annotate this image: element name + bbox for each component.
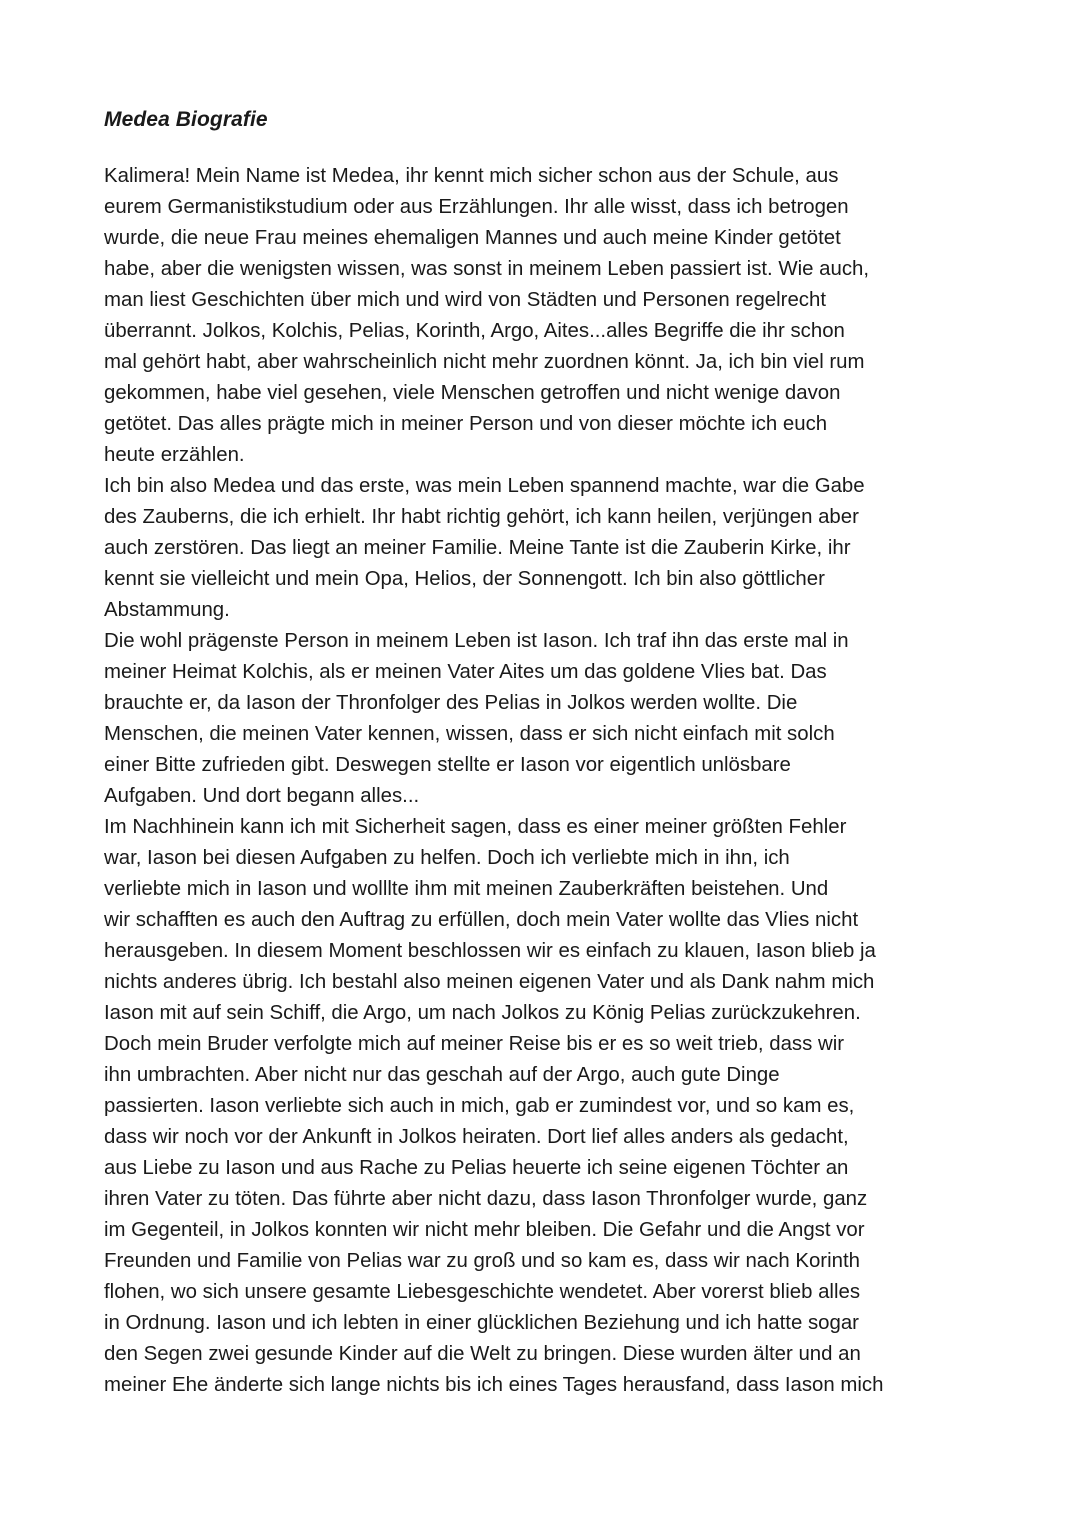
text-line: gekommen, habe viel gesehen, viele Menschen getroffen und nicht wenige davon xyxy=(104,382,841,404)
document-title: Medea Biografie xyxy=(104,108,268,131)
text-line: ihren Vater zu töten. Das führte aber nicht dazu, dass Iason Thronfolger wurde, ganz xyxy=(104,1188,868,1210)
text-line: ihn umbrachten. Aber nicht nur das geschah auf der Argo, auch gute Dinge xyxy=(104,1064,780,1086)
text-line: den Segen zwei gesunde Kinder auf die Welt zu bringen. Diese wurden älter und an xyxy=(104,1343,861,1365)
text-line: Abstammung. xyxy=(104,599,230,621)
document-page xyxy=(104,104,984,1401)
text-line: Iason mit auf sein Schiff, die Argo, um nach Jolkos zu König Pelias zurückzukehren. xyxy=(104,1002,861,1024)
text-line: meiner Ehe änderte sich lange nichts bis ich eines Tages herausfand, dass Iason mich xyxy=(104,1374,884,1396)
text-line: nichts anderes übrig. Ich bestahl also meinen eigenen Vater und als Dank nahm mich xyxy=(104,971,875,993)
text-line: eurem Germanistikstudium oder aus Erzählungen. Ihr alle wisst, dass ich betrogen xyxy=(104,196,849,218)
text-line: Die wohl prägenste Person in meinem Leben ist Iason. Ich traf ihn das erste mal in xyxy=(104,630,849,652)
text-line: auch zerstören. Das liegt an meiner Familie. Meine Tante ist die Zauberin Kirke, ihr xyxy=(104,537,851,559)
text-line: des Zauberns, die ich erhielt. Ihr habt richtig gehört, ich kann heilen, verjüngen aber xyxy=(104,506,859,528)
text-line: kennt sie vielleicht und mein Opa, Helios, der Sonnengott. Ich bin also göttlicher xyxy=(104,568,825,590)
text-line: dass wir noch vor der Ankunft in Jolkos heiraten. Dort lief alles anders als gedacht, xyxy=(104,1126,849,1148)
text-line: Menschen, die meinen Vater kennen, wissen, dass er sich nicht einfach mit solch xyxy=(104,723,835,745)
text-line: herausgeben. In diesem Moment beschlossen wir es einfach zu klauen, Iason blieb ja xyxy=(104,940,876,962)
text-line: heute erzählen. xyxy=(104,444,245,466)
text-line: Aufgaben. Und dort begann alles... xyxy=(104,785,420,807)
text-line: habe, aber die wenigsten wissen, was sonst in meinem Leben passiert ist. Wie auch, xyxy=(104,258,870,280)
text-line: passierten. Iason verliebte sich auch in mich, gab er zumindest vor, und so kam es, xyxy=(104,1095,855,1117)
text-line: Ich bin also Medea und das erste, was mein Leben spannend machte, war die Gabe xyxy=(104,475,865,497)
document-body xyxy=(104,161,984,1401)
text-line: Freunden und Familie von Pelias war zu groß und so kam es, dass wir nach Korinth xyxy=(104,1250,860,1272)
text-line: verliebte mich in Iason und wolllte ihm mit meinen Zauberkräften beistehen. Und xyxy=(104,878,829,900)
text-line: mal gehört habt, aber wahrscheinlich nicht mehr zuordnen könnt. Ja, ich bin viel rum xyxy=(104,351,865,373)
text-line: flohen, wo sich unsere gesamte Liebesgeschichte wendetet. Aber vorerst blieb alles xyxy=(104,1281,861,1303)
text-line: Doch mein Bruder verfolgte mich auf meiner Reise bis er es so weit trieb, dass wir xyxy=(104,1033,845,1055)
text-line: brauchte er, da Iason der Thronfolger des Pelias in Jolkos werden wollte. Die xyxy=(104,692,798,714)
text-line: überrannt. Jolkos, Kolchis, Pelias, Korinth, Argo, Aites...alles Begriffe die ihr schon xyxy=(104,320,845,342)
text-line: wurde, die neue Frau meines ehemaligen Mannes und auch meine Kinder getötet xyxy=(104,227,841,249)
text-line: man liest Geschichten über mich und wird von Städten und Personen regelrecht xyxy=(104,289,827,311)
text-line: meiner Heimat Kolchis, als er meinen Vater Aites um das goldene Vlies bat. Das xyxy=(104,661,827,683)
text-line: getötet. Das alles prägte mich in meiner Person und von dieser möchte ich euch xyxy=(104,413,828,435)
text-line: wir schafften es auch den Auftrag zu erfüllen, doch mein Vater wollte das Vlies nicht xyxy=(104,909,859,931)
text-line: in Ordnung. Iason und ich lebten in einer glücklichen Beziehung und ich hatte sogar xyxy=(104,1312,859,1334)
text-line: war, Iason bei diesen Aufgaben zu helfen. Doch ich verliebte mich in ihn, ich xyxy=(104,847,790,869)
text-line: Im Nachhinein kann ich mit Sicherheit sagen, dass es einer meiner größten Fehler xyxy=(104,816,847,838)
text-line: Kalimera! Mein Name ist Medea, ihr kennt mich sicher schon aus der Schule, aus xyxy=(104,165,839,187)
text-line: einer Bitte zufrieden gibt. Deswegen stellte er Iason vor eigentlich unlösbare xyxy=(104,754,791,776)
text-line: im Gegenteil, in Jolkos konnten wir nicht mehr bleiben. Die Gefahr und die Angst vor xyxy=(104,1219,865,1241)
text-line: aus Liebe zu Iason und aus Rache zu Pelias heuerte ich seine eigenen Töchter an xyxy=(104,1157,849,1179)
